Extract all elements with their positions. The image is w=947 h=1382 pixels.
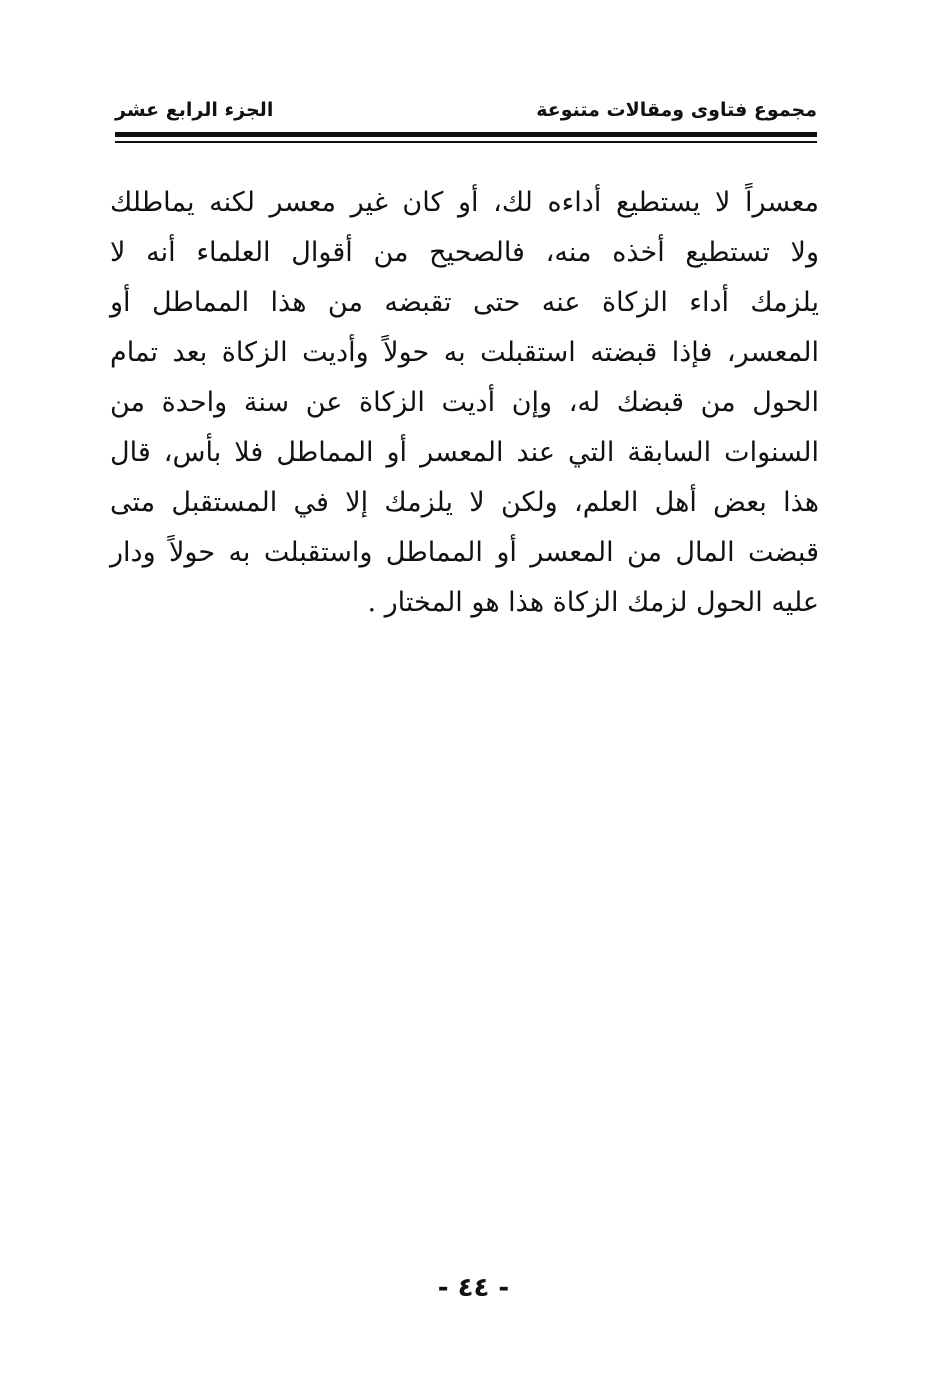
text-line: ولا تستطيع أخذه منه، فالصحيح من أقوال العلماء أنه لا — [110, 237, 819, 268]
running-header — [115, 96, 817, 128]
text-line: هذا بعض أهل العلم، ولكن لا يلزمك إلا في المستقبل متى — [110, 487, 819, 518]
page-number: - ٤٤ - — [437, 1273, 510, 1303]
text-line: السنوات السابقة التي عند المعسر أو المماطل فلا بأس، قال — [110, 437, 819, 468]
body-paragraph — [110, 178, 819, 628]
text-line: الحول من قبضك له، وإن أديت الزكاة عن سنة واحدة من — [110, 387, 819, 418]
volume-title: الجزء الرابع عشر — [115, 99, 274, 121]
text-line: معسراً لا يستطيع أداءه لك، أو كان غير معسر لكنه يماطلك — [110, 187, 819, 218]
text-line: قبضت المال من المعسر أو المماطل واستقبلت به حولاً ودار — [110, 537, 819, 568]
text-line: يلزمك أداء الزكاة عنه حتى تقبضه من هذا المماطل أو — [110, 287, 819, 318]
header-rule-thin — [115, 141, 817, 143]
header-rule-thick — [115, 132, 817, 137]
book-title: مجموع فتاوى ومقالات متنوعة — [536, 99, 817, 121]
text-line: عليه الحول لزمك الزكاة هذا هو المختار . — [367, 587, 819, 618]
text-line: المعسر، فإذا قبضته استقبلت به حولاً وأديت الزكاة بعد تمام — [110, 337, 819, 368]
